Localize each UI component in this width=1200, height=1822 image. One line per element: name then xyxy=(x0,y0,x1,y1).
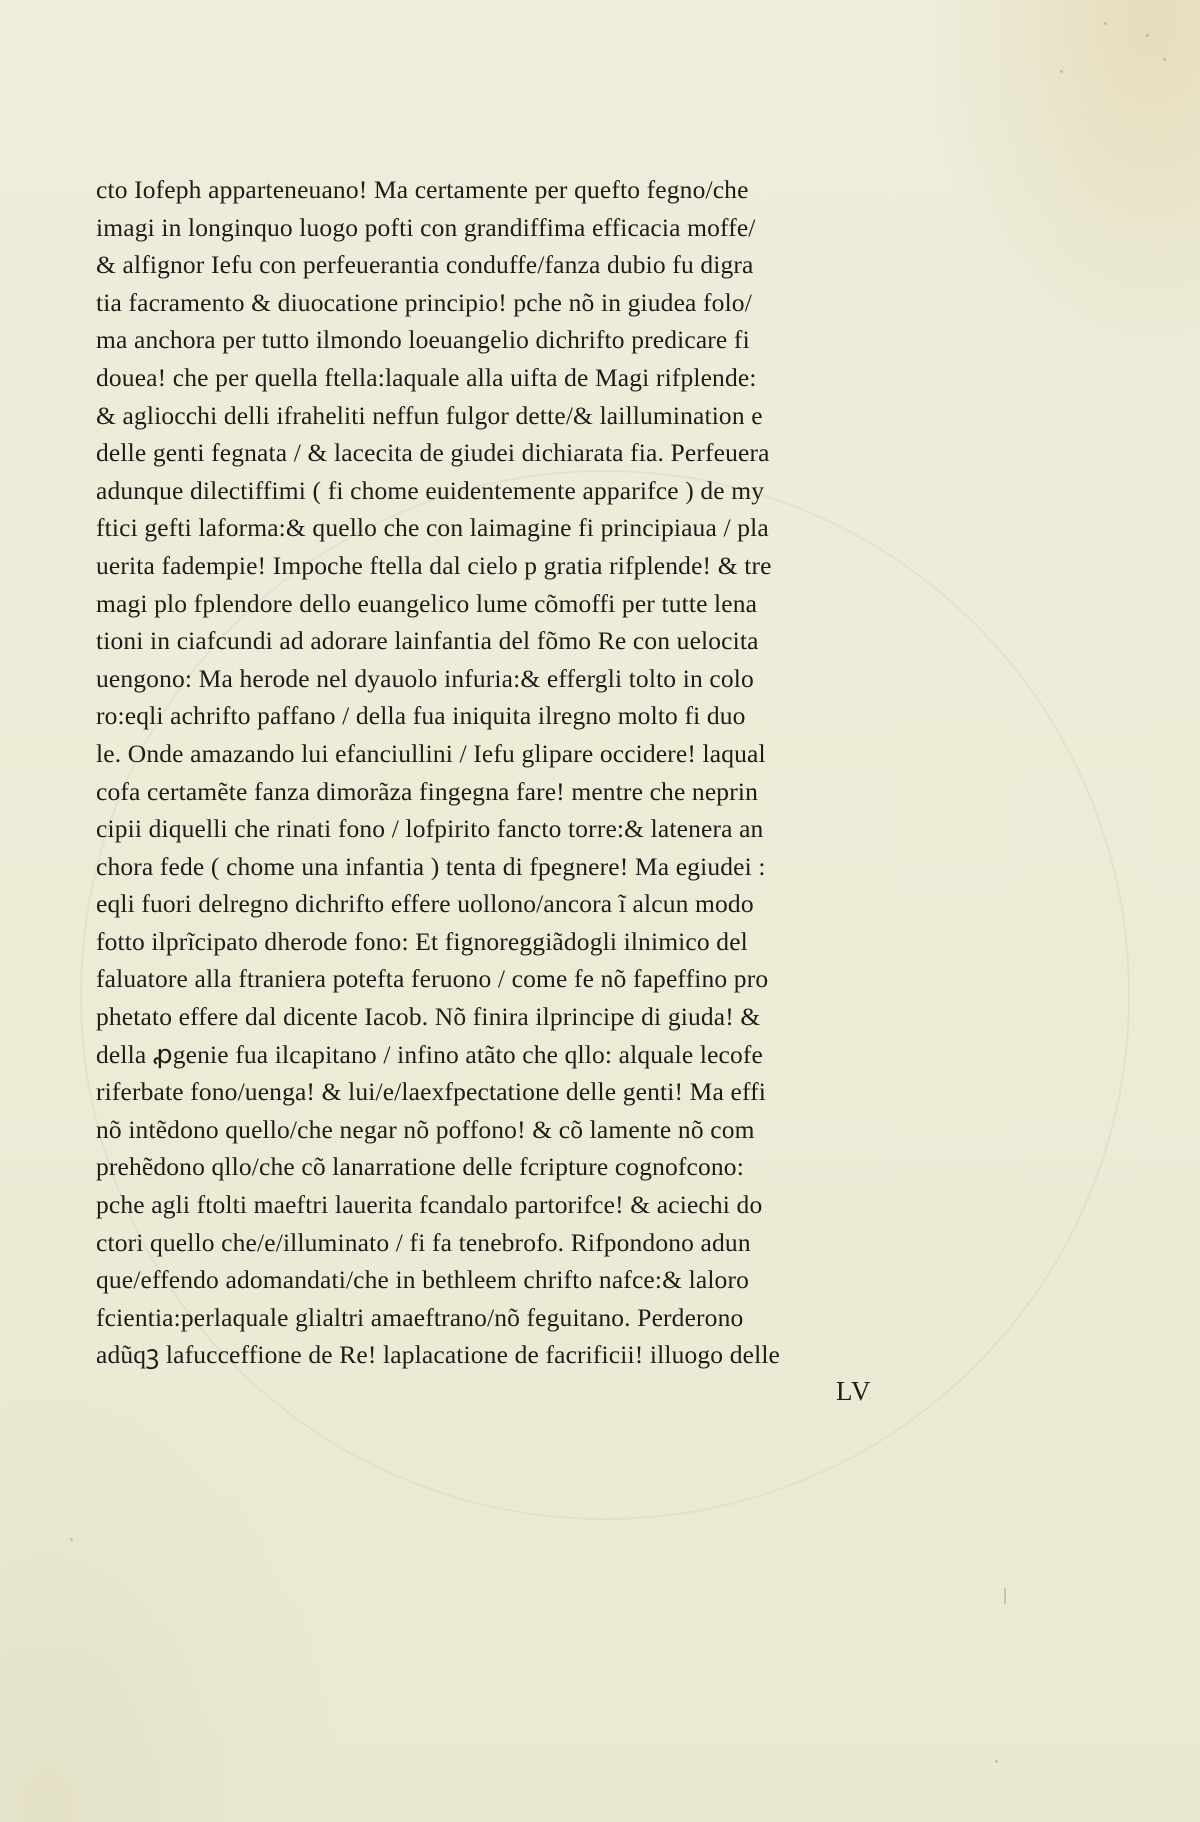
text-line: eqli fuori delregno dichrifto effere uollono/ancora ĩ alcun modo xyxy=(96,889,754,919)
text-line: tia facramento & diuocatione principio! pche nõ in giudea folo/ xyxy=(96,287,752,317)
text-line: uerita fadempie! Impoche ftella dal cielo p gratia rifplende! & tre xyxy=(96,550,772,580)
text-line: faluatore alla ftraniera potefta feruono / come fe nõ fapeffino pro xyxy=(96,964,769,994)
text-column xyxy=(96,171,926,1374)
text-line: cto Iofeph apparteneuano! Ma certamente per quefto fegno/che xyxy=(96,175,749,204)
text-line: delle genti fegnata / & lacecita de giudei dichiarata fia. Perfeuera xyxy=(96,438,770,468)
text-line: ctori quello che/e/illuminato / fi fa tenebrofo. Rifpondono adun xyxy=(96,1227,751,1257)
text-line: douea! che per quella ftella:laquale alla uifta de Magi rifplende: xyxy=(96,362,757,392)
text-line: ftici gefti laforma:& quello che con laimagine fi principiaua / pla xyxy=(96,513,769,543)
text-line: uengono: Ma herode nel dyauolo infuria:& effergli tolto in colo xyxy=(96,663,754,693)
text-line: cofa certamẽte fanza dimorãza fingegna fare! mentre che neprin xyxy=(96,776,758,806)
text-line: magi plo fplendore dello euangelico lume cõmoffi per tutte lena xyxy=(96,588,758,618)
text-line: pche agli ftolti maeftri lauerita fcandalo partorifce! & aciechi do xyxy=(96,1190,763,1220)
text-line: ma anchora per tutto ilmondo loeuangelio dichrifto predicare fi xyxy=(96,325,750,355)
text-line: prehẽdono qllo/che cõ lanarratione delle fcripture cognofcono: xyxy=(96,1152,744,1182)
text-line: cipii diquelli che rinati fono / lofpirito fancto torre:& latenera an xyxy=(96,814,764,844)
text-line: imagi in longinquo luogo pofti con grandiffima efficacia moffe/ xyxy=(96,212,756,242)
text-line: & alfignor Iefu con perfeuerantia conduffe/fanza dubio fu digra xyxy=(96,250,754,280)
text-line: ro:eqli achrifto paffano / della fua iniquita ilregno molto fi duo xyxy=(96,701,746,731)
text-line: que/effendo adomandati/che in bethleem chrifto nafce:& laloro xyxy=(96,1265,749,1295)
text-line: adunque dilectiffimi ( fi chome euidentemente apparifce ) de my xyxy=(96,475,765,505)
text-line: della ꝓgenie fua ilcapitano / infino atãto che qllo: alquale lecofe xyxy=(96,1039,764,1069)
text-line: riferbate fono/uenga! & lui/e/laexfpectatione delle genti! Ma effi xyxy=(96,1077,767,1107)
text-line: chora fede ( chome una infantia ) tenta di fpegnere! Ma egiudei : xyxy=(96,851,766,881)
text-line: fotto ilprĩcipato dherode fono: Et fignoreggiãdogli ilnimico del xyxy=(96,926,748,956)
folio-number: LV xyxy=(836,1376,872,1406)
text-line: nõ intẽdono quello/che negar nõ poffono! & cõ lamente nõ com xyxy=(96,1114,755,1144)
text-line: le. Onde amazando lui efanciullini / Iefu glipare occidere! laqual xyxy=(96,738,766,768)
text-line: & agliocchi delli ifraheliti neffun fulgor dette/& laillumination e xyxy=(96,400,763,430)
text-line: adũqꝫ lafucceffione de Re! laplacatione de facrificii! illuogo delle xyxy=(96,1340,781,1370)
text-line: tioni in ciafcundi ad adorare lainfantia del fõmo Re con uelocita xyxy=(96,626,759,656)
text-line: fcientia:perlaquale glialtri amaeftrano/nõ feguitano. Perderono xyxy=(96,1302,744,1332)
text-line: phetato effere dal dicente Iacob. Nõ finira ilprincipe di giuda! & xyxy=(96,1002,761,1032)
